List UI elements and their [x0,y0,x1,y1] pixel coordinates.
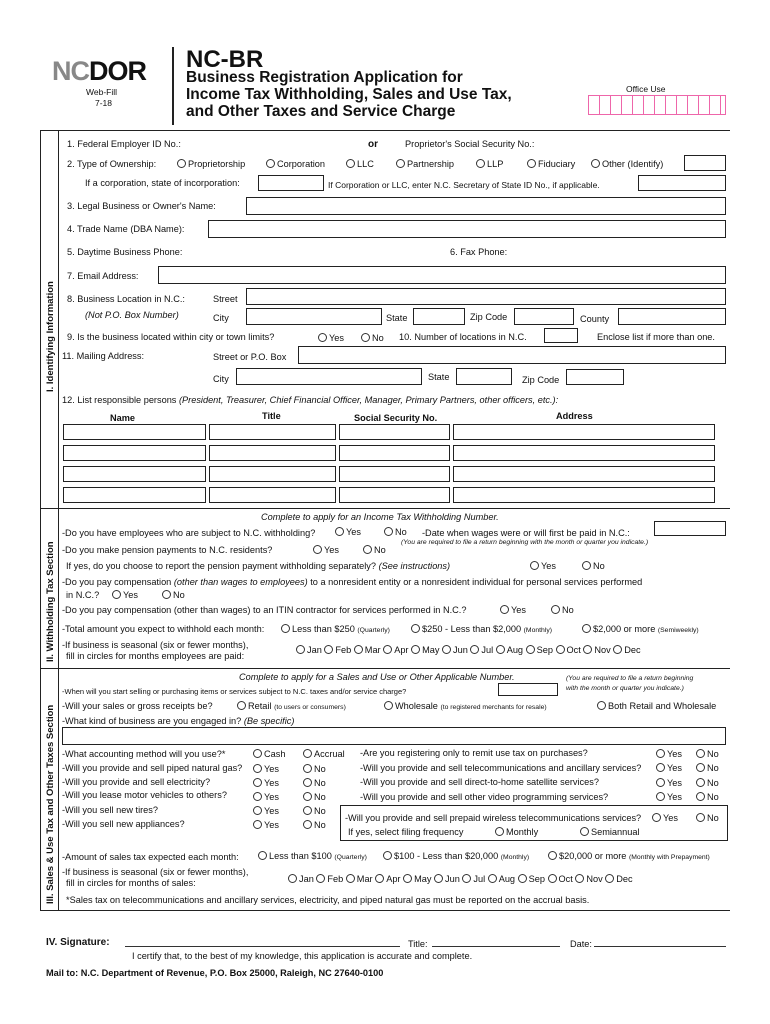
video-yes[interactable]: Yes [656,792,682,802]
wh-month-jan[interactable]: Jan [296,645,322,655]
zip-label: Zip Code [470,312,508,322]
signer-title-label: Title: [408,939,428,949]
radio-wholesale[interactable] [384,701,393,710]
pension-question: -Do you make pension payments to N.C. residents? [62,545,273,555]
sales-month-nov[interactable]: Nov [575,874,602,884]
gas-no[interactable]: No [303,764,326,774]
q5-phone-label: 5. Daytime Business Phone: [67,247,183,257]
wh-month-may[interactable]: May [411,645,439,655]
radio-llc[interactable] [346,159,355,168]
form-title-1: Business Registration Application for [186,69,463,86]
form-title-3: and Other Taxes and Service Charge [186,103,456,120]
person-3-address[interactable] [453,466,715,482]
state-label: State [386,313,408,323]
mailing-state-field[interactable] [456,368,512,385]
location-zip-field[interactable] [514,308,574,325]
person-1-title[interactable] [209,424,336,440]
electricity-question: -Will you provide and sell electricity? [62,777,211,787]
employees-yes[interactable]: Yes [335,527,361,537]
tires-no[interactable]: No [303,806,326,816]
person-1-name[interactable] [63,424,206,440]
appliances-question: -Will you sell new appliances? [62,819,185,829]
itin-question: -Do you pay compensation (other than wages) to an ITIN contractor for services performed in N.C.? [62,605,467,615]
radio-both[interactable] [597,701,606,710]
radio-pension-sep-no[interactable] [582,561,591,570]
radio-other[interactable] [591,159,600,168]
location-street-field[interactable] [246,288,726,305]
frame-div-2 [40,668,730,669]
q6-fax-label: 6. Fax Phone: [450,247,508,257]
frame-bottom [40,910,730,911]
q8-note: (Not P.O. Box Number) [85,310,179,320]
person-3-title[interactable] [209,466,336,482]
radio-amt-1[interactable] [281,624,290,633]
telecom-question: -Will you provide and sell telecommunications and ancillary services? [360,763,642,773]
frame-left-border [40,130,41,910]
seasonal-wh-line1: -If business is seasonal (six or fewer months), [62,640,249,650]
street-po-label: Street or P.O. Box [213,352,287,362]
tires-question: -Will you sell new tires? [62,805,158,815]
location-state-field[interactable] [413,308,465,325]
version-label: 7-18 [95,98,113,108]
person-4-name[interactable] [63,487,206,503]
street-label: Street [213,294,238,304]
city-limits-no[interactable]: No [361,333,384,343]
ownership-corporation[interactable]: Corporation [266,159,325,169]
sales-months [288,874,633,884]
seasonal-sales-line2: fill in circles for months of sales: [66,878,196,888]
section-3-label: III. Sales & Use Tax and Other Taxes Section [45,704,56,904]
use-tax-no[interactable]: No [696,749,719,759]
radio-employees-no[interactable] [384,527,393,536]
receipts-both[interactable]: Both Retail and Wholesale [597,701,716,711]
wh-month-nov[interactable]: Nov [583,645,610,655]
freq-semiannual[interactable]: Semiannual [580,827,640,837]
sales-month-sep[interactable]: Sep [518,874,545,884]
q8-location-label: 8. Business Location in N.C.: [67,294,185,304]
ownership-llp[interactable]: LLP [476,159,503,169]
radio-proprietorship[interactable] [177,159,186,168]
accounting-accrual[interactable]: Accrual [303,749,345,759]
mailing-zip-field[interactable] [566,369,624,385]
person-2-title[interactable] [209,445,336,461]
pension-no[interactable]: No [363,545,386,555]
use-tax-yes[interactable]: Yes [656,749,682,759]
trade-name-field[interactable] [208,220,726,238]
sales-amt-2[interactable]: $100 - Less than $20,000 (Monthly) [383,851,529,861]
wh-month-aug[interactable]: Aug [496,645,523,655]
mailing-street-field[interactable] [298,346,726,364]
date-wages-field[interactable] [654,521,726,536]
receipts-wholesale[interactable]: Wholesale (to registered merchants for resale) [384,701,547,711]
wh-month-dec[interactable]: Dec [613,645,640,655]
legal-name-field[interactable] [246,197,726,215]
appliances-no[interactable]: No [303,820,326,830]
gross-receipts-question: -Will your sales or gross receipts be? [62,701,213,711]
gas-yes[interactable]: Yes [253,764,279,774]
wh-months [296,645,641,655]
sales-month-oct[interactable]: Oct [548,874,573,884]
form-id: NC-BR [186,46,264,73]
nonresident-yes[interactable]: Yes [112,590,138,600]
ncdor-logo [52,56,146,87]
wh-month-jul[interactable]: Jul [470,645,493,655]
sales-month-feb[interactable]: Feb [316,874,343,884]
accounting-question: -What accounting method will you use?* [62,749,226,759]
telecom-no[interactable]: No [696,763,719,773]
radio-city-yes[interactable] [318,333,327,342]
radio-amt-2[interactable] [411,624,420,633]
in-nc-label: in N.C.? [66,590,100,600]
nonresident-question: -Do you pay compensation (other than wages to employees) to a nonresident entity or a nonresident individual for personal services performed [62,577,643,587]
frame-top [40,130,730,131]
radio-pension-sep-yes[interactable] [530,561,539,570]
city-limits-yes[interactable]: Yes [318,333,344,343]
pension-yes[interactable]: Yes [313,545,339,555]
seasonal-sales-line1: -If business is seasonal (six or fewer months), [62,867,249,877]
frame-div-1 [40,508,730,509]
person-2-ssn[interactable] [339,445,450,461]
person-4-address[interactable] [453,487,715,503]
pension-sep-yes[interactable]: Yes [530,561,556,571]
wh-month-sep[interactable]: Sep [526,645,553,655]
sales-heading-note2: with the month or quarter you indicate.) [566,685,684,692]
withhold-amt-1[interactable]: Less than $250 (Quarterly) [281,624,390,634]
corp-sos-field[interactable] [638,175,726,191]
mailing-city-label: City [213,374,229,384]
freq-monthly[interactable]: Monthly [495,827,538,837]
radio-itin-yes[interactable] [500,605,509,614]
sales-month-apr[interactable]: Apr [375,874,400,884]
itin-no[interactable]: No [551,605,574,615]
sales-month-jun[interactable]: Jun [434,874,460,884]
video-no[interactable]: No [696,792,719,802]
employees-no[interactable]: No [384,527,407,537]
pension-separate-question: If yes, do you choose to report the pension payment withholding separately? (See instructions) [66,561,451,571]
wh-month-apr[interactable]: Apr [383,645,408,655]
lease-yes[interactable]: Yes [253,792,279,802]
radio-partnership[interactable] [396,159,405,168]
form-title-2: Income Tax Withholding, Sales and Use Tax, [186,86,512,103]
radio-cash[interactable] [253,749,262,758]
header-divider [172,47,174,125]
radio-city-no[interactable] [361,333,370,342]
radio-itin-no[interactable] [551,605,560,614]
person-4-title[interactable] [209,487,336,503]
col-address-header: Address [556,411,593,421]
q12-note: (President, Treasurer, Chief Financial Officer, Manager, Primary Partners, other officers, etc.): [178,395,559,405]
mailing-zip-label: Zip Code [522,375,560,385]
radio-corporation[interactable] [266,159,275,168]
itin-yes[interactable]: Yes [500,605,526,615]
radio-employees-yes[interactable] [335,527,344,536]
q10-locations-label: 10. Number of locations in N.C. [399,332,527,342]
prepaid-question: -Will you provide and sell prepaid wireless telecommunications services? [345,813,642,823]
radio-accrual[interactable] [303,749,312,758]
location-county-field[interactable] [618,308,726,325]
sales-heading-note1: (You are required to file a return beginning [566,675,694,682]
date-wages-note: (You are required to file a return beginning with the month or quarter you indicate.) [401,539,649,546]
employees-question: -Do you have employees who are subject to N.C. withholding? [62,528,316,538]
telecom-yes[interactable]: Yes [656,763,682,773]
lease-no[interactable]: No [303,792,326,802]
sales-amt-1[interactable]: Less than $100 (Quarterly) [258,851,367,861]
electricity-no[interactable]: No [303,778,326,788]
wh-month-mar[interactable]: Mar [354,645,381,655]
person-3-ssn[interactable] [339,466,450,482]
mailing-state-label: State [428,372,450,382]
person-4-ssn[interactable] [339,487,450,503]
signature-label: IV. Signature: [46,937,110,948]
ownership-proprietorship[interactable]: Proprietorship [177,159,245,169]
q3-legal-name-label: 3. Legal Business or Owner's Name: [67,201,216,211]
enclose-list-label: Enclose list if more than one. [597,332,715,342]
when-selling-question: -When will you start selling or purchasing items or services subject to N.C. taxes and/or service charge? [62,687,407,696]
video-question: -Will you provide and sell other video programming services? [360,792,609,802]
withhold-amt-2[interactable]: $250 - Less than $2,000 (Monthly) [411,624,552,634]
sales-month-may[interactable]: May [403,874,431,884]
sales-month-mar[interactable]: Mar [346,874,373,884]
sales-month-aug[interactable]: Aug [488,874,515,884]
person-3-name[interactable] [63,466,206,482]
accounting-cash[interactable]: Cash [253,749,285,759]
certify-text: I certify that, to the best of my knowledge, this application is accurate and complete. [132,951,473,961]
email-field[interactable] [158,266,726,284]
radio-pension-no[interactable] [363,545,372,554]
radio-llp[interactable] [476,159,485,168]
ownership-fiduciary[interactable]: Fiduciary [527,159,575,169]
q12-responsible-label: 12. List responsible persons (President, Treasurer, Chief Financial Officer, Manager, Primary Partners, other officers, etc.): [62,395,559,405]
other-identify-field[interactable] [684,155,726,171]
wh-month-feb[interactable]: Feb [324,645,351,655]
gas-question: -Will you provide and sell piped natural gas? [62,763,243,773]
ownership-other[interactable]: Other (Identify) [591,159,663,169]
signature-date-line[interactable] [594,946,726,947]
county-label: County [580,314,610,324]
sales-heading: Complete to apply for a Sales and Use or Other Applicable Number. [239,672,515,682]
lease-question: -Will you lease motor vehicles to others? [62,790,227,800]
section-2-label: II. Withholding Tax Section [45,541,56,662]
receipts-retail[interactable]: Retail (to users or consumers) [237,701,346,711]
seasonal-wh-line2: fill in circles for months employees are paid: [66,651,245,661]
radio-retail[interactable] [237,701,246,710]
signature-date-label: Date: [570,939,592,949]
nonresident-no[interactable]: No [162,590,185,600]
satellite-yes[interactable]: Yes [656,778,682,788]
date-wages-label: -Date when wages were or will first be paid in N.C.: [422,528,630,538]
q7-email-label: 7. Email Address: [67,271,139,281]
prepaid-yes[interactable]: Yes [652,813,678,823]
business-kind-question: -What kind of business are you engaged in? (Be specific) [62,716,295,726]
mailing-city-field[interactable] [236,368,422,385]
radio-pension-yes[interactable] [313,545,322,554]
corp-state-label: If a corporation, state of incorporation: [85,178,240,188]
withhold-amt-3[interactable]: $2,000 or more (Semiweekly) [582,624,699,634]
tires-yes[interactable]: Yes [253,806,279,816]
signature-line[interactable] [125,946,400,947]
corp-sos-label: If Corporation or LLC, enter N.C. Secretary of State ID No., if applicable. [328,180,600,190]
col-name-header: Name [110,413,136,423]
ssn-label: Proprietor's Social Security No.: [405,139,535,149]
radio-nonres-yes[interactable] [112,590,121,599]
q9-city-limits-label: 9. Is the business located within city or town limits? [67,332,275,342]
sales-month-jan[interactable]: Jan [288,874,314,884]
use-tax-question: -Are you registering only to remit use tax on purchases? [360,748,588,758]
radio-fiduciary[interactable] [527,159,536,168]
person-1-address[interactable] [453,424,715,440]
office-use-box [588,95,726,115]
satellite-question: -Will you provide and sell direct-to-home satellite services? [360,777,599,787]
pension-sep-no[interactable]: No [582,561,605,571]
sales-month-dec[interactable]: Dec [605,874,632,884]
mail-to: Mail to: N.C. Department of Revenue, P.O. Box 25000, Raleigh, NC 27640-0100 [46,968,384,978]
prepaid-no[interactable]: No [696,813,719,823]
frame-label-divider [58,130,59,910]
col-ssn-header: Social Security No. [354,413,438,423]
withhold-amount-question: -Total amount you expect to withhold each month: [62,624,265,634]
locations-field[interactable] [544,328,578,343]
sales-amount-question: -Amount of sales tax expected each month: [62,852,239,862]
sales-amt-3[interactable]: $20,000 or more (Monthly with Prepayment) [548,851,710,861]
accrual-footnote: *Sales tax on telecommunications and ancillary services, electricity, and piped natural gas must be reported on the accrual basis. [66,895,590,905]
ownership-llc[interactable]: LLC [346,159,374,169]
electricity-yes[interactable]: Yes [253,778,279,788]
or-label: or [368,139,378,150]
logo-nc: NC [52,56,89,86]
q1-federal-ein-label: 1. Federal Employer ID No.: [67,139,181,149]
person-2-name[interactable] [63,445,206,461]
person-2-address[interactable] [453,445,715,461]
radio-amt-3[interactable] [582,624,591,633]
sales-month-jul[interactable]: Jul [462,874,485,884]
location-city-field[interactable] [246,308,382,325]
person-1-ssn[interactable] [339,424,450,440]
appliances-yes[interactable]: Yes [253,820,279,830]
q4-trade-name-label: 4. Trade Name (DBA Name): [67,224,185,234]
logo-dor: DOR [89,56,146,86]
corp-state-field[interactable] [258,175,324,191]
wh-month-oct[interactable]: Oct [556,645,581,655]
business-kind-field[interactable] [62,727,726,745]
q2-ownership-label: 2. Type of Ownership: [67,159,157,169]
section-1-label: I. Identifying Information [45,281,56,392]
withholding-heading: Complete to apply for an Income Tax Withholding Number. [261,512,499,522]
ownership-partnership[interactable]: Partnership [396,159,454,169]
webfill-label: Web-Fill [86,87,118,97]
satellite-no[interactable]: No [696,778,719,788]
city-label: City [213,313,229,323]
signer-title-line[interactable] [432,946,560,947]
col-title-header: Title [262,411,281,421]
start-date-field[interactable] [498,683,558,696]
q11-mailing-label: 11. Mailing Address: [62,351,145,361]
radio-nonres-no[interactable] [162,590,171,599]
wh-month-jun[interactable]: Jun [442,645,468,655]
office-use-label: Office Use [626,84,666,94]
filing-freq-label: If yes, select filing frequency [348,827,464,837]
